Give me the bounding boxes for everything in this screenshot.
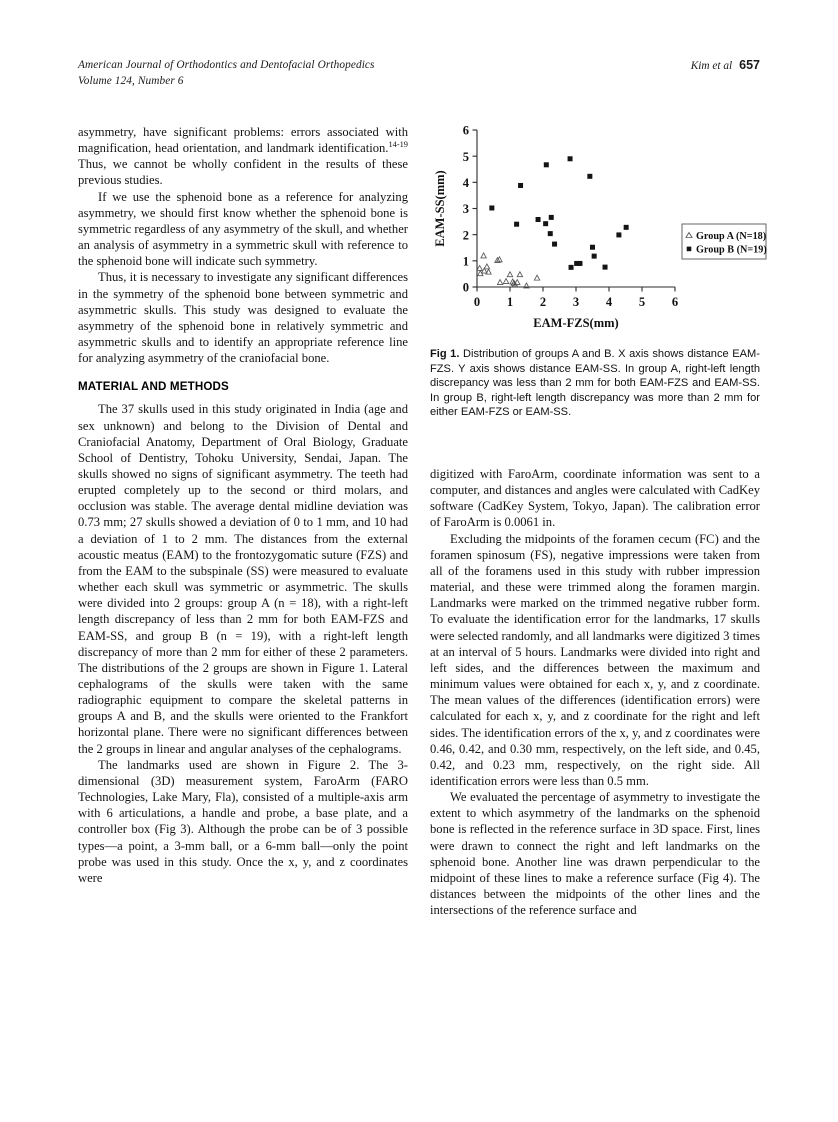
figure-1-chart xyxy=(430,120,770,338)
x-axis-title: EAM-FZS(mm) xyxy=(533,316,619,330)
article-authors: Kim et al xyxy=(690,60,733,72)
legend-marker-group-b xyxy=(687,247,692,252)
figure-1-label: Fig 1. xyxy=(430,348,460,360)
y-axis-tick-label: 0 xyxy=(462,280,469,295)
figure-1-block xyxy=(430,120,770,420)
series-group-a xyxy=(477,253,540,288)
y-axis-tick-label: 6 xyxy=(462,123,469,138)
y-axis-tick-label: 5 xyxy=(462,149,469,164)
x-axis-tick-label: 6 xyxy=(671,295,679,309)
data-point-group-b xyxy=(603,265,608,270)
journal-title-block xyxy=(78,58,375,89)
body-paragraph: We evaluated the percentage of asymmetry to investigate the extent to which asymmetry of the landmarks on the sphenoid bone is reflected in the reference surface in 3D space. First, lines were drawn to connect the right and left landmarks on the sphenoid bone. Another line was drawn perpendicular to the midpoint of these lines to make a reference surface (Fig 4). The distances between the midpoints of the other lines and the intersections of the reference surface and xyxy=(430,790,760,918)
data-point-group-b xyxy=(568,156,573,161)
y-axis-tick-label: 1 xyxy=(462,254,469,269)
data-point-group-b xyxy=(544,162,549,167)
data-point-group-b xyxy=(592,254,597,259)
journal-title: American Journal of Orthodontics and Dentofacial Orthopedics xyxy=(78,59,375,71)
section-heading-material-and-methods: MATERIAL AND METHODS xyxy=(78,380,229,394)
x-axis-tick-label: 5 xyxy=(638,295,646,309)
y-axis-title: EAM-SS(mm) xyxy=(433,170,447,247)
data-point-group-a xyxy=(484,264,489,269)
body-paragraph: If we use the sphenoid bone as a reference for analyzing asymmetry, we should first know whether the sphenoid bone is symmetric regardless of any asymmetry of the skull, and whether an analysis of asymmetry in a symmetric skull with reference to the sphenoid bone will indicate such symmetry. xyxy=(78,189,408,269)
figure-1-caption xyxy=(430,347,760,420)
scatter-plot-svg xyxy=(430,120,770,338)
data-point-group-a xyxy=(477,265,482,270)
running-head-right xyxy=(691,58,760,75)
data-point-group-b xyxy=(616,232,621,237)
data-point-group-b xyxy=(624,225,629,230)
data-point-group-a xyxy=(507,272,512,277)
body-paragraph: asymmetry, have significant problems: errors associated with magnification, head orientation, and landmark identification.$^{14-19}$ Thus, we cannot be wholly confident in the results of these previous studies. xyxy=(78,125,408,188)
data-point-group-b xyxy=(518,183,523,188)
data-point-group-b xyxy=(548,231,553,236)
y-axis-tick-label: 4 xyxy=(462,175,469,190)
data-point-group-a xyxy=(534,275,539,280)
x-axis-tick-label: 2 xyxy=(539,295,547,309)
running-head xyxy=(78,58,760,98)
page-number: 657 xyxy=(739,58,760,72)
data-point-group-a xyxy=(517,272,522,277)
legend-label-group-b: Group B (N=19) xyxy=(696,244,767,256)
body-paragraph: Excluding the midpoints of the foramen cecum (FC) and the foramen spinosum (FS), negative impressions were taken from all of the foramens used in this study with rubber impression material, and these were trimmed along the foramen margin. Landmarks were marked on the trimmed negative rubber form. To evaluate the identification error for the landmarks, 17 skulls were selected randomly, and all landmarks were digitized 3 times at an interval of 5 hours. Landmarks were divided into right and left sides, and the differences between the maximum and minimum values were obtained for each x, y, and z coordinate. The mean values of the differences (identification errors) were calculated for each x, y, and z coordinate for the right and left sides. The identification errors of the x, y, and z coordinates were 0.46, 0.42, and 0.30 mm, respectively, on the left side, and 0.45, 0.42, and 0.23 mm, respectively, on the right side. All identification errors were less than 0.5 mm. xyxy=(430,531,760,788)
y-axis-tick-label: 2 xyxy=(462,228,469,243)
y-axis-tick-label: 3 xyxy=(462,202,469,217)
data-point-group-a xyxy=(497,280,502,285)
data-point-group-b xyxy=(587,174,592,179)
x-axis-tick-label: 1 xyxy=(506,295,514,309)
data-point-group-b xyxy=(543,221,548,226)
series-group-b xyxy=(489,156,628,270)
reference-superscript: 14-19 xyxy=(388,139,408,149)
data-point-group-b xyxy=(514,222,519,227)
data-point-group-a xyxy=(486,269,491,274)
left-text-column xyxy=(78,124,408,886)
x-axis-tick-label: 4 xyxy=(605,295,613,309)
data-point-group-b xyxy=(549,215,554,220)
data-point-group-a xyxy=(481,253,486,258)
x-axis-tick-label: 3 xyxy=(572,295,580,309)
body-paragraph: Thus, it is necessary to investigate any significant differences in the symmetry of the sphenoid bone between symmetric and asymmetric skulls. This study was designed to evaluate the asymmetry of the sphenoid bone in relatively symmetric and asymmetric skulls and to identify an appropriate reference line for analyzing asymmetry of the craniofacial bone. xyxy=(78,270,408,366)
body-paragraph: digitized with FaroArm, coordinate information was sent to a computer, and distances and angles were calculated with CadKey software (CadKey System, Tokyo, Japan). The calibration error of FaroArm is 0.0061 in. xyxy=(430,467,760,530)
data-point-group-b xyxy=(489,205,494,210)
body-paragraph: The landmarks used are shown in Figure 2. The 3-dimensional (3D) measurement system, FaroArm (FARO Technologies, Lake Mary, Fla), consisted of a multiple-axis arm with 6 articulations, a handle and probe, a base plate, and a controller box (Fig 3). Although the probe can be of 3 possible types—a point, a 3-mm ball, or a 6-mm ball—only the point probe was used in this study. Once the x, y, and z coordinates were xyxy=(78,757,408,885)
data-point-group-b xyxy=(536,217,541,222)
journal-volume: Volume 124, Number 6 xyxy=(78,74,184,87)
right-text-column xyxy=(430,466,760,918)
figure-1-caption-text: Distribution of groups A and B. X axis shows distance EAM-FZS. Y axis shows distance EAM-SS. In group A, right-left length discrepancy was less than 2 mm for both EAM-FZS and EAM-SS. In group B, right-left length discrepancy was more than 2 mm for either EAM-FZS or EAM-SS. xyxy=(430,348,760,419)
x-axis-tick-label: 0 xyxy=(473,295,481,309)
data-point-group-b xyxy=(569,265,574,270)
body-paragraph: The 37 skulls used in this study originated in India (age and sex unknown) and belong to the Division of Dental and Craniofacial Anatomy, Department of Oral Biology, Graduate School of Dentistry, Tohoku University, Sendai, Japan. The skulls showed no signs of significant asymmetry. The teeth had erupted completely up to the second or third molars, and occlusion was stable. The average dental midline deviation was 0.73 mm; 27 skulls showed a deviation of 0 to 1 mm, and 10 had a deviation of 1 to 2 mm. The distances from the external acoustic meatus (EAM) to the frontozygomatic suture (FZS) and from the EAM to the subspinale (SS) were measured to evaluate whether each skull was symmetric or asymmetric. The skulls were divided into 2 groups: group A (n = 18), with a right-left length discrepancy of less than 2 mm for both EAM-FZS and EAM-SS, and group B (n = 19), with a right-left length discrepancy of more than 2 mm for either of these 2 parameters. The distributions of the 2 groups are shown in Figure 1. Lateral cephalograms of the skulls were taken with the same radiographic equipment to compare the skeletal patterns in groups A and B, and the skulls were oriented to the Frankfort horizontal plane. There were no significant differences between the 2 groups in linear and angular analyses of the cephalograms. xyxy=(78,402,408,756)
data-point-group-b xyxy=(590,245,595,250)
legend-label-group-a: Group A (N=18) xyxy=(696,231,767,243)
data-point-group-b xyxy=(577,261,582,266)
data-point-group-a xyxy=(503,279,508,284)
chart-legend xyxy=(682,224,767,259)
data-point-group-b xyxy=(552,242,557,247)
